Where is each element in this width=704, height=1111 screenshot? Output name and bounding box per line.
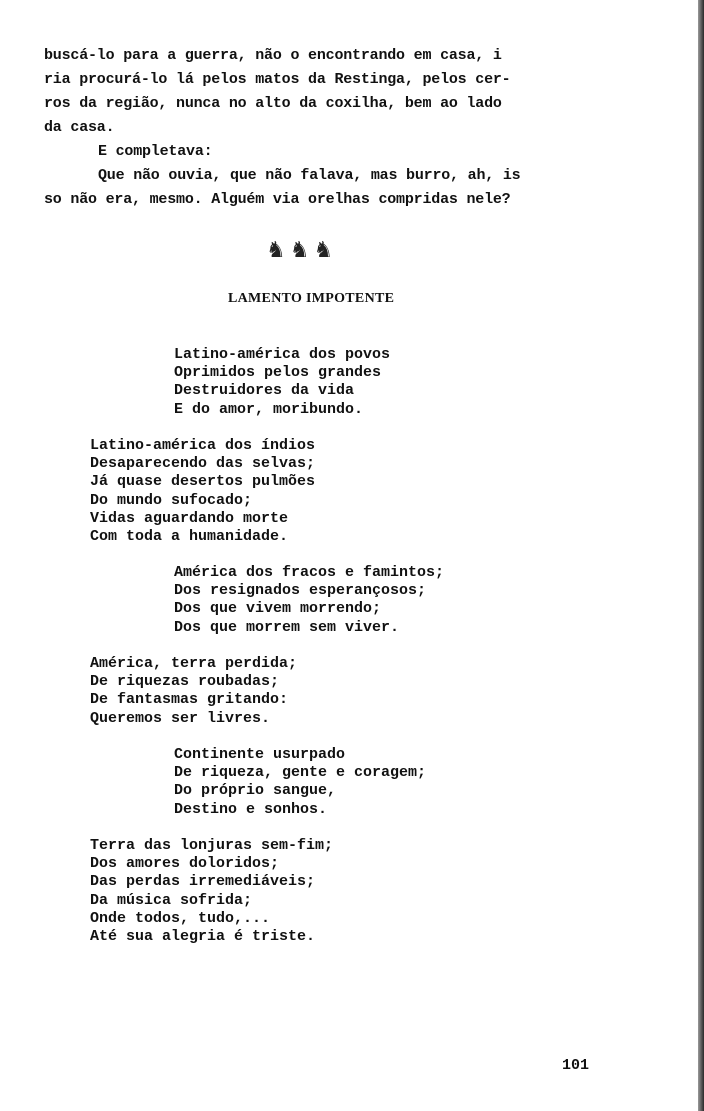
poem-line: Das perdas irremediáveis; (90, 873, 316, 891)
poem-line: Latino-américa dos povos (174, 346, 391, 363)
poem-line: Até sua alegria é triste. (90, 927, 316, 945)
prose-line: so não era, mesmo. Alguém via orelhas compridas nele? (44, 191, 511, 208)
poem-stanza (90, 837, 333, 946)
poem-line: Dos que vivem morrendo; (174, 600, 382, 618)
prose-line: Que não ouvia, que não falava, mas burro, ah, is (98, 167, 521, 184)
poem-stanza (174, 346, 390, 419)
poem-line: De riquezas roubadas; (90, 673, 280, 691)
poem-stanza (90, 437, 315, 546)
poem-line: Já quase desertos pulmões (90, 473, 316, 491)
poem-line: Dos amores doloridos; (90, 855, 280, 873)
poem-line: Do próprio sangue, (174, 782, 337, 800)
poem-line: Dos que morrem sem viver. (174, 618, 400, 636)
poem-line: Latino-américa dos índios (90, 437, 316, 454)
section-divider-ornament: ♞♞♞ (266, 238, 338, 263)
poem-line: Destino e sonhos. (174, 800, 328, 818)
poem-line: E do amor, moribundo. (174, 400, 364, 418)
poem-line: América, terra perdida; (90, 655, 298, 672)
prose-line: buscá-lo para a guerra, não o encontrando em casa, i (44, 47, 502, 64)
prose-line: ros da região, nunca no alto da coxilha, bem ao lado (44, 95, 502, 112)
poem-line: Terra das lonjuras sem-fim; (90, 837, 334, 854)
poem-title: LAMENTO IMPOTENTE (228, 291, 395, 306)
poem-stanza (174, 564, 444, 637)
poem-line: De riqueza, gente e coragem; (174, 764, 427, 782)
poem-line: Onde todos, tudo,... (90, 909, 271, 927)
poem-line: Do mundo sufocado; (90, 491, 253, 509)
poem-line: De fantasmas gritando: (90, 691, 289, 709)
poem-line: Continente usurpado (174, 746, 346, 763)
poem-line: Dos resignados esperançosos; (174, 582, 427, 600)
poem-stanza (174, 746, 426, 819)
prose-line: E completava: (98, 143, 213, 160)
page-edge-shadow (698, 0, 704, 1111)
page-number: 101 (562, 1057, 590, 1074)
poem-line: Queremos ser livres. (90, 709, 271, 727)
poem-line: Destruidores da vida (174, 382, 355, 400)
poem-line: Da música sofrida; (90, 891, 253, 909)
poem-line: Desaparecendo das selvas; (90, 455, 316, 473)
prose-line: ria procurá-lo lá pelos matos da Restinga, pelos cer- (44, 71, 511, 88)
prose-paragraph (44, 44, 604, 212)
prose-line: da casa. (44, 119, 115, 136)
poem-line: Vidas aguardando morte (90, 509, 289, 527)
poem-line: Oprimidos pelos grandes (174, 364, 382, 382)
poem-line: Com toda a humanidade. (90, 527, 289, 545)
poem-line: América dos fracos e famintos; (174, 564, 445, 581)
poem-stanza (90, 655, 297, 728)
